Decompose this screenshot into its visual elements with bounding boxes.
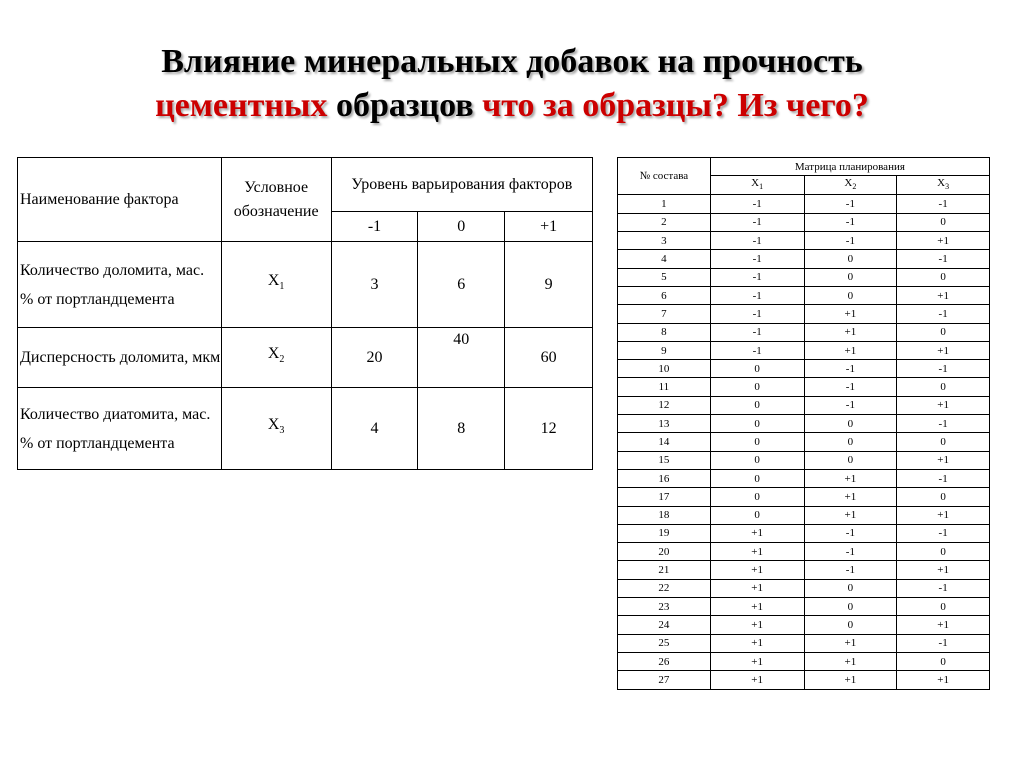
matrix-cell-x3-value: +1 [897,506,990,524]
matrix-cell-x1-value: +1 [710,616,804,634]
header-factor-name: Наименование фактора [18,158,222,242]
factor-3-value-high: 12 [505,388,593,470]
matrix-cell-x2-value: +1 [804,652,897,670]
matrix-cell-x3-value: +1 [897,396,990,414]
matrix-cell-x2-value: -1 [804,561,897,579]
factor-symbol-3: $X_3$ [221,388,331,470]
matrix-cell-composition-number: 4 [618,250,711,268]
matrix-header-x3: $X_3$ [897,176,990,195]
matrix-cell-composition-number: 21 [618,561,711,579]
factor-name-1: Количество доломита, мас. % от портландцемента [18,242,222,328]
matrix-row [618,305,990,323]
matrix-row [618,524,990,542]
matrix-cell-x1-value: 0 [710,451,804,469]
matrix-body [618,195,990,689]
header-levels: Уровень варьирования факторов [331,158,592,212]
matrix-cell-x2-value: +1 [804,506,897,524]
matrix-cell-x2-value: 0 [804,250,897,268]
matrix-cell-composition-number: 8 [618,323,711,341]
factor-name-2: Дисперсность доломита, мкм [18,328,222,388]
matrix-cell-composition-number: 3 [618,232,711,250]
matrix-row [618,598,990,616]
matrix-cell-x3-value: 0 [897,433,990,451]
matrix-cell-x3-value: 0 [897,213,990,231]
matrix-cell-x1-value: -1 [710,341,804,359]
matrix-cell-x1-value: -1 [710,195,804,213]
matrix-cell-x3-value: +1 [897,286,990,304]
matrix-cell-x1-value: -1 [710,268,804,286]
header-level-zero: 0 [418,212,505,242]
matrix-cell-x1-value: +1 [710,561,804,579]
matrix-cell-x2-value: 0 [804,286,897,304]
matrix-cell-x2-value: 0 [804,268,897,286]
matrix-row [618,396,990,414]
factor-2-value-mid: 40 [418,328,505,388]
matrix-cell-composition-number: 5 [618,268,711,286]
matrix-cell-composition-number: 27 [618,671,711,689]
matrix-cell-composition-number: 9 [618,341,711,359]
matrix-cell-x1-value: +1 [710,652,804,670]
matrix-row [618,232,990,250]
matrix-cell-x1-value: -1 [710,323,804,341]
matrix-row [618,341,990,359]
matrix-cell-x2-value: +1 [804,469,897,487]
matrix-cell-x2-value: +1 [804,488,897,506]
matrix-row [618,543,990,561]
matrix-row [618,451,990,469]
matrix-cell-x1-value: +1 [710,543,804,561]
matrix-cell-x3-value: -1 [897,579,990,597]
matrix-cell-x3-value: -1 [897,195,990,213]
matrix-cell-composition-number: 2 [618,213,711,231]
matrix-cell-x2-value: -1 [804,213,897,231]
factor-symbol-1: $X_1$ [221,242,331,328]
factor-3-value-mid: 8 [418,388,505,470]
matrix-row [618,671,990,689]
matrix-row [618,469,990,487]
matrix-cell-x2-value: -1 [804,396,897,414]
matrix-cell-composition-number: 26 [618,652,711,670]
matrix-cell-x2-value: 0 [804,598,897,616]
title-text-2a: цементных [155,87,328,124]
title-line-2 [0,84,1024,128]
matrix-cell-composition-number: 23 [618,598,711,616]
matrix-row [618,561,990,579]
matrix-header-title: Матрица планирования [710,158,989,176]
matrix-cell-composition-number: 24 [618,616,711,634]
matrix-cell-x2-value: -1 [804,360,897,378]
matrix-cell-x2-value: +1 [804,323,897,341]
matrix-cell-x1-value: +1 [710,671,804,689]
matrix-cell-composition-number: 19 [618,524,711,542]
matrix-cell-x3-value: -1 [897,360,990,378]
matrix-cell-x1-value: -1 [710,232,804,250]
matrix-cell-composition-number: 18 [618,506,711,524]
matrix-cell-x3-value: 0 [897,652,990,670]
matrix-cell-composition-number: 11 [618,378,711,396]
factor-3-value-low: 4 [331,388,418,470]
factors-table [17,157,593,470]
matrix-row [618,634,990,652]
matrix-cell-x1-value: 0 [710,415,804,433]
matrix-cell-x2-value: -1 [804,543,897,561]
matrix-row [618,378,990,396]
matrix-cell-x1-value: +1 [710,579,804,597]
matrix-cell-x1-value: +1 [710,634,804,652]
matrix-header-number: № состава [618,158,711,195]
matrix-cell-composition-number: 13 [618,415,711,433]
matrix-cell-x3-value: +1 [897,616,990,634]
factor-1-value-high: 9 [505,242,593,328]
matrix-cell-x3-value: +1 [897,561,990,579]
header-designation: Условное обозначение [221,158,331,242]
planning-matrix-table [617,157,990,690]
matrix-header-x2: $X_2$ [804,176,897,195]
matrix-cell-x1-value: 0 [710,469,804,487]
factor-symbol-2: $X_2$ [221,328,331,388]
matrix-cell-x3-value: 0 [897,378,990,396]
matrix-cell-x1-value: 0 [710,488,804,506]
matrix-cell-x3-value: +1 [897,451,990,469]
matrix-row [618,506,990,524]
factor-name-3: Количество диатомита, мас. % от портландцемента [18,388,222,470]
matrix-cell-composition-number: 15 [618,451,711,469]
matrix-cell-x3-value: +1 [897,671,990,689]
matrix-cell-x1-value: 0 [710,378,804,396]
matrix-header-x1: $X_1$ [710,176,804,195]
matrix-cell-x1-value: 0 [710,360,804,378]
matrix-row [618,323,990,341]
matrix-cell-x2-value: +1 [804,634,897,652]
header-level-plus: +1 [505,212,593,242]
matrix-cell-x1-value: -1 [710,250,804,268]
matrix-cell-x2-value: +1 [804,671,897,689]
matrix-cell-x1-value: 0 [710,433,804,451]
matrix-cell-x3-value: -1 [897,634,990,652]
matrix-cell-x3-value: -1 [897,250,990,268]
matrix-cell-x2-value: -1 [804,232,897,250]
matrix-row [618,488,990,506]
matrix-cell-x3-value: -1 [897,305,990,323]
matrix-row [618,268,990,286]
matrix-cell-composition-number: 20 [618,543,711,561]
matrix-cell-composition-number: 25 [618,634,711,652]
matrix-cell-x1-value: +1 [710,524,804,542]
matrix-cell-x3-value: -1 [897,415,990,433]
matrix-cell-composition-number: 16 [618,469,711,487]
slide-title [0,40,1024,128]
factor-2-value-high: 60 [505,328,593,388]
matrix-row [618,616,990,634]
matrix-cell-composition-number: 1 [618,195,711,213]
matrix-row [618,433,990,451]
matrix-cell-composition-number: 10 [618,360,711,378]
matrix-cell-x2-value: -1 [804,195,897,213]
matrix-row [618,415,990,433]
factor-1-value-low: 3 [331,242,418,328]
matrix-cell-x3-value: 0 [897,488,990,506]
title-text-2b: образцов [335,87,474,124]
matrix-cell-x2-value: +1 [804,341,897,359]
matrix-row [618,579,990,597]
matrix-cell-composition-number: 7 [618,305,711,323]
matrix-cell-x2-value: 0 [804,415,897,433]
matrix-cell-x2-value: 0 [804,433,897,451]
matrix-cell-x1-value: -1 [710,286,804,304]
matrix-cell-x2-value: -1 [804,378,897,396]
matrix-cell-x3-value: 0 [897,268,990,286]
matrix-cell-x3-value: 0 [897,598,990,616]
matrix-cell-x3-value: -1 [897,524,990,542]
matrix-cell-x1-value: -1 [710,213,804,231]
matrix-cell-x1-value: 0 [710,396,804,414]
matrix-cell-x2-value: +1 [804,305,897,323]
header-level-minus: -1 [331,212,418,242]
matrix-cell-x3-value: +1 [897,341,990,359]
matrix-cell-composition-number: 14 [618,433,711,451]
matrix-cell-x3-value: +1 [897,232,990,250]
matrix-row [618,213,990,231]
matrix-cell-x1-value: 0 [710,506,804,524]
title-text-1: Влияние минеральных добавок на прочность [161,43,863,80]
factor-2-value-low: 20 [331,328,418,388]
matrix-cell-composition-number: 17 [618,488,711,506]
matrix-cell-x2-value: -1 [804,524,897,542]
matrix-cell-composition-number: 22 [618,579,711,597]
matrix-cell-x3-value: 0 [897,323,990,341]
matrix-row [618,360,990,378]
matrix-cell-composition-number: 6 [618,286,711,304]
matrix-row [618,195,990,213]
matrix-cell-x3-value: -1 [897,469,990,487]
matrix-cell-x2-value: 0 [804,579,897,597]
matrix-cell-x1-value: -1 [710,305,804,323]
matrix-row [618,250,990,268]
matrix-cell-x2-value: 0 [804,616,897,634]
title-line-1 [0,40,1024,84]
matrix-cell-x1-value: +1 [710,598,804,616]
matrix-cell-x2-value: 0 [804,451,897,469]
matrix-row [618,652,990,670]
matrix-cell-x3-value: 0 [897,543,990,561]
title-text-2c: что за образцы? Из чего? [482,87,869,124]
matrix-row [618,286,990,304]
matrix-cell-composition-number: 12 [618,396,711,414]
factor-1-value-mid: 6 [418,242,505,328]
